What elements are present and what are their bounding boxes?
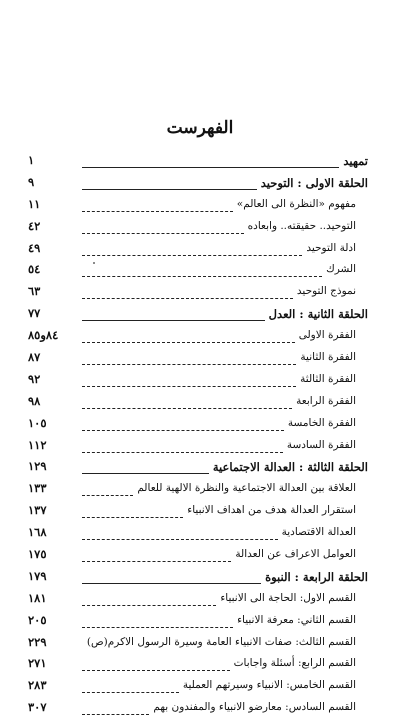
leader-line	[82, 408, 292, 409]
toc-entry-title: الحلقة الثانية : العدل	[268, 307, 368, 322]
toc-entry-page-number: ١٦٨	[28, 525, 47, 540]
toc-entry-page-number: ١٢٩	[28, 459, 47, 474]
leader-line	[82, 364, 296, 365]
toc-entry[interactable]	[28, 218, 368, 240]
toc-entry-page-number: ١٣٣	[28, 481, 47, 496]
toc-entry-title: القسم الرابع: أسئلة واجابات	[233, 657, 356, 670]
toc-entry[interactable]	[28, 305, 368, 327]
leader-line	[82, 495, 133, 496]
page-title: الفهرست	[166, 118, 234, 138]
leader-line	[82, 430, 284, 431]
leader-line	[82, 561, 231, 562]
toc-entry-page-number: ٧٧	[28, 306, 41, 321]
toc-entry-title: العلاقة بين العدالة الاجتماعية والنظرة الالهية للعالم	[137, 482, 356, 495]
toc-entry[interactable]	[28, 480, 368, 502]
toc-entry[interactable]	[28, 699, 368, 721]
toc-entry-title: القسم السادس: معارضو الانبياء والمفندون بهم	[153, 701, 356, 714]
toc-entry-page-number: ١٨١	[28, 590, 47, 605]
toc-entry-page-number: ٩٢	[28, 371, 41, 386]
toc-entry-title: القسم الخامس: الانبياء وسيرتهم العملية	[182, 679, 356, 692]
toc-entry-page-number: ٨٧	[28, 350, 41, 365]
ink-speck	[93, 262, 95, 264]
toc-entry-title: القسم الثاني: معرفة الانبياء	[237, 613, 356, 626]
leader-line	[82, 583, 261, 584]
table-of-contents	[28, 152, 368, 721]
leader-line	[82, 517, 183, 518]
toc-entry-title: الفقرة الثالثة	[300, 372, 356, 385]
toc-entry-title: الفقرة السادسة	[286, 438, 356, 451]
toc-entry-title: نموذج التوحيد	[296, 285, 356, 298]
leader-line	[82, 692, 179, 693]
toc-entry-title: القسم الثالث: صفات الانبياء العامة وسيرة الرسول الاكرم(ص)	[86, 635, 356, 648]
toc-entry-title: الفقرة الثانية	[300, 351, 356, 364]
leader-line	[82, 233, 244, 234]
toc-entry-title: التوحيد.. حقيقته.. وابعاده	[247, 219, 356, 232]
toc-entry[interactable]	[28, 590, 368, 612]
toc-entry-page-number: ٢٧١	[28, 656, 47, 671]
toc-entry-title: الحلقة الثالثة : العدالة الاجتماعية	[212, 460, 368, 475]
toc-entry[interactable]	[28, 283, 368, 305]
leader-line	[82, 189, 257, 190]
toc-entry[interactable]	[28, 655, 368, 677]
toc-entry-page-number: ١٧٩	[28, 568, 47, 583]
leader-line	[82, 167, 339, 168]
toc-entry-title: القسم الاول: الحاجة الى الانبياء	[220, 591, 356, 604]
leader-line	[82, 320, 265, 321]
toc-entry[interactable]	[28, 415, 368, 437]
toc-entry[interactable]	[28, 524, 368, 546]
leader-line	[82, 386, 296, 387]
toc-entry[interactable]	[28, 371, 368, 393]
toc-entry-page-number: ٩	[28, 174, 35, 189]
leader-line	[82, 670, 230, 671]
toc-entry[interactable]	[28, 174, 368, 196]
leader-line	[82, 605, 216, 606]
toc-entry[interactable]	[28, 327, 368, 349]
leader-line	[82, 452, 283, 453]
leader-line	[82, 627, 233, 628]
toc-entry-page-number: ٨٤و٨٥	[28, 328, 59, 343]
toc-entry[interactable]	[28, 261, 368, 283]
leader-line	[82, 342, 295, 343]
toc-entry-title: الحلقة الرابعة : النبوة	[265, 569, 368, 584]
toc-entry-page-number: ٢٢٩	[28, 634, 47, 649]
toc-entry-title: استقرار العدالة هدف من اهداف الانبياء	[187, 504, 356, 517]
toc-entry-page-number: ٩٨	[28, 393, 41, 408]
toc-entry-page-number: ١٣٧	[28, 503, 47, 518]
toc-entry-page-number: ٤٩	[28, 240, 41, 255]
toc-entry-title: الشرك	[326, 263, 356, 276]
toc-entry-title: الحلقة الاولى : التوحيد	[260, 175, 368, 190]
toc-entry-title: العوامل الاعراف عن العدالة	[235, 548, 356, 561]
toc-entry[interactable]	[28, 612, 368, 634]
toc-entry-title: الفقرة الخامسة	[287, 416, 356, 429]
toc-entry[interactable]	[28, 546, 368, 568]
toc-entry-page-number: ٢٨٣	[28, 678, 47, 693]
toc-entry[interactable]	[28, 502, 368, 524]
toc-entry[interactable]	[28, 393, 368, 415]
toc-entry-page-number: ٣٠٧	[28, 700, 47, 715]
toc-entry[interactable]	[28, 634, 368, 656]
toc-entry-page-number: ١٠٥	[28, 415, 47, 430]
toc-entry[interactable]	[28, 437, 368, 459]
toc-entry-title: تمهيد	[343, 154, 368, 168]
leader-line	[82, 211, 233, 212]
toc-entry[interactable]	[28, 349, 368, 371]
toc-entry[interactable]	[28, 196, 368, 218]
toc-entry-page-number: ١١٢	[28, 437, 47, 452]
leader-line	[82, 539, 278, 540]
leader-line	[82, 255, 302, 256]
toc-entry-title: العدالة الاقتصادية	[281, 526, 356, 539]
toc-entry-title: الفقرة الاولى	[298, 329, 356, 342]
leader-line	[82, 714, 149, 715]
toc-entry-page-number: ٥٤	[28, 262, 41, 277]
toc-entry-title: ادلة التوحيد	[306, 241, 356, 254]
toc-entry-page-number: ٢٠٥	[28, 612, 47, 627]
toc-entry[interactable]	[28, 240, 368, 262]
toc-entry-page-number: ١	[28, 153, 35, 167]
toc-entry-title: مفهوم «النظرة الى العالم»	[236, 197, 356, 210]
toc-entry-page-number: ١٧٥	[28, 547, 47, 562]
leader-line	[82, 276, 322, 277]
toc-entry-page-number: ١١	[28, 196, 41, 211]
toc-entry[interactable]	[28, 677, 368, 699]
toc-entry[interactable]	[28, 458, 368, 480]
leader-line	[82, 473, 209, 474]
toc-entry[interactable]	[28, 568, 368, 590]
toc-entry[interactable]	[28, 152, 368, 174]
toc-entry-page-number: ٤٢	[28, 218, 41, 233]
leader-line	[82, 298, 293, 299]
toc-entry-page-number: ٦٣	[28, 284, 41, 299]
toc-entry-title: الفقرة الرابعة	[296, 394, 356, 407]
